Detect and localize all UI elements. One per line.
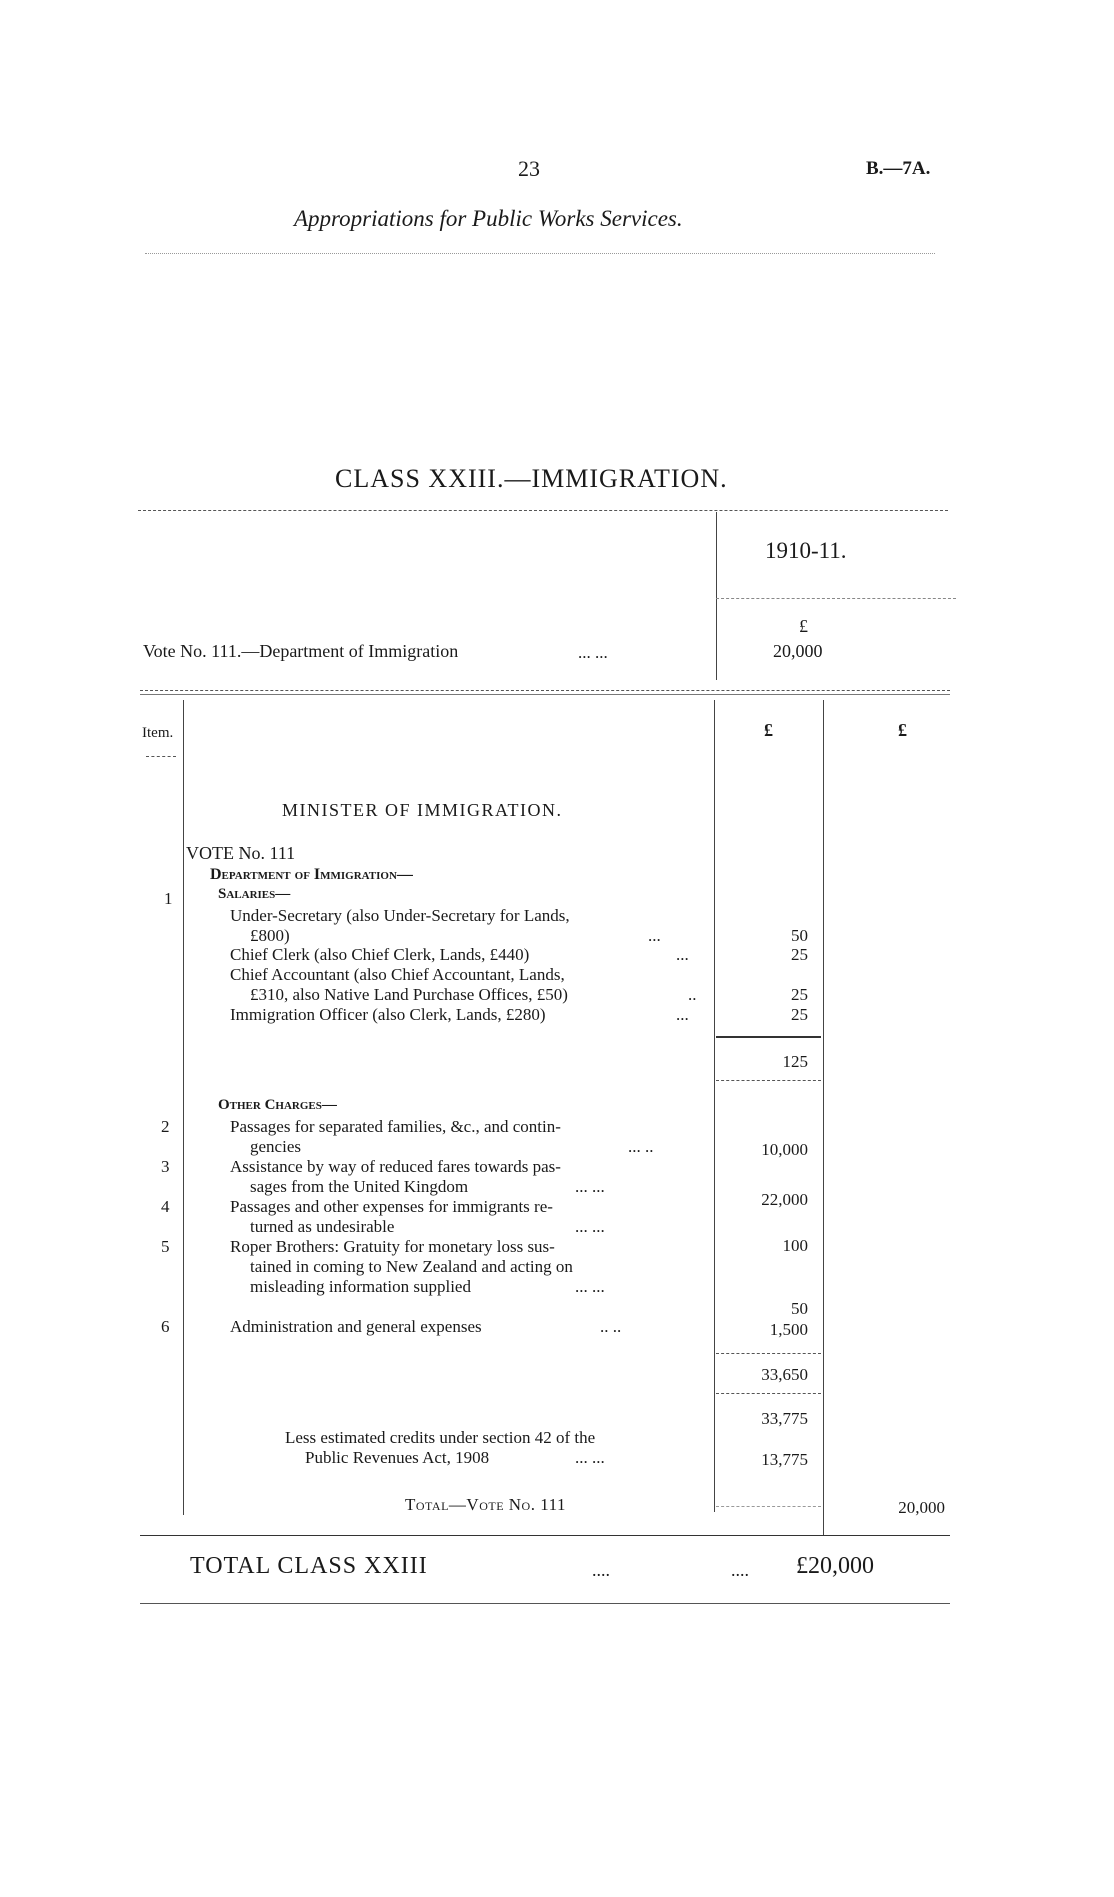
total-class-leader-2: .... (731, 1560, 749, 1580)
item-heading-rule (146, 756, 176, 757)
page-number: 23 (518, 156, 540, 181)
total-class-leader-1: .... (592, 1560, 610, 1580)
salary-line: Chief Accountant (also Chief Accountant, Lands, (230, 965, 565, 984)
charge-line: Passages for separated families, &c., and contin- (230, 1117, 561, 1136)
footer-bottom-rule (140, 1603, 950, 1604)
other-charges-heading: Other Charges— (218, 1097, 337, 1113)
charge-item-number: 2 (161, 1117, 170, 1136)
grand-subtotal: 33,775 (761, 1409, 808, 1428)
charge-line: Roper Brothers: Gratuity for monetary loss sus- (230, 1237, 555, 1256)
vote-summary-label: Vote No. 111.—Department of Immigration (143, 641, 459, 661)
charge-leader: ... ... (575, 1217, 605, 1236)
class-title-rule (138, 510, 948, 511)
salary-leader: ... (676, 1005, 689, 1024)
salary-line: Under-Secretary (also Under-Secretary for Lands, (230, 906, 570, 925)
total-class-amount: £20,000 (796, 1553, 874, 1579)
charge-line: Administration and general expenses (230, 1317, 482, 1336)
charge-item-number: 4 (161, 1197, 170, 1216)
charge-item-number: 5 (161, 1237, 170, 1256)
summary-column-rule (716, 512, 717, 680)
salaries-item-number: 1 (164, 889, 173, 908)
other-charges-total: 33,650 (761, 1365, 808, 1384)
salaries-total: 125 (782, 1052, 808, 1071)
charge-leader: ... ... (575, 1277, 605, 1296)
section-title: MINISTER OF IMMIGRATION. (282, 800, 563, 820)
salary-leader: ... (676, 945, 689, 964)
summary-bottom-rule-2 (140, 694, 950, 695)
summary-currency: £ (799, 616, 808, 636)
total-class-label: TOTAL CLASS XXIII (190, 1553, 428, 1579)
document-reference: B.—7A. (866, 158, 931, 179)
charge-amount: 1,500 (769, 1320, 808, 1339)
item-column-heading: Item. (142, 725, 174, 741)
other-charges-total-underline (716, 1393, 821, 1394)
charge-amount: 100 (782, 1236, 808, 1255)
department-heading: Department of Immigration— (210, 866, 413, 883)
header-rule (145, 253, 935, 254)
salary-amount: 25 (791, 945, 808, 964)
total-column-rule (823, 700, 824, 1535)
less-credits-line-cont: Public Revenues Act, 1908 (305, 1448, 490, 1467)
charge-line-cont: turned as undesirable (250, 1217, 395, 1236)
salaries-heading: Salaries— (218, 886, 291, 902)
salaries-total-rule (716, 1036, 821, 1038)
vote-total-amount: 20,000 (898, 1498, 945, 1517)
salaries-total-underline (716, 1080, 821, 1081)
summary-bottom-rule (140, 690, 950, 691)
footer-top-rule (140, 1535, 950, 1536)
salary-amount: 50 (791, 926, 808, 945)
charge-leader: .. .. (600, 1317, 622, 1336)
salary-line-cont: £800) (250, 926, 290, 945)
charge-leader: ... .. (628, 1137, 654, 1156)
year-underline (716, 598, 956, 599)
class-title: CLASS XXIII.—IMMIGRATION. (335, 464, 728, 493)
other-charges-total-rule (716, 1353, 821, 1354)
vote-total-label: Total—Vote No. 111 (405, 1495, 566, 1514)
salary-line-cont: £310, also Native Land Purchase Offices, £50) (250, 985, 568, 1004)
salary-leader: ... (648, 926, 661, 945)
running-title: Appropriations for Public Works Services. (294, 206, 683, 231)
charge-line-cont: misleading information supplied (250, 1277, 471, 1296)
salary-line: Immigration Officer (also Clerk, Lands, £280) (230, 1005, 546, 1024)
year-heading: 1910-11. (765, 538, 847, 563)
charge-line: Assistance by way of reduced fares towards pas- (230, 1157, 561, 1176)
charge-amount: 50 (791, 1299, 808, 1318)
less-credits-leader: ... ... (575, 1448, 605, 1467)
pound-column-heading-2: £ (898, 720, 907, 740)
pound-column-heading-1: £ (764, 720, 773, 740)
item-column-rule (183, 700, 184, 1515)
salary-amount: 25 (791, 1005, 808, 1024)
charge-line: Passages and other expenses for immigrants re- (230, 1197, 553, 1216)
salary-leader: .. (688, 985, 697, 1004)
vote-total-rule (716, 1506, 821, 1507)
vote-line: VOTE No. 111 (186, 843, 296, 863)
charge-line-cont: gencies (250, 1137, 301, 1156)
vote-summary-leader: ... ... (578, 643, 608, 662)
salary-line: Chief Clerk (also Chief Clerk, Lands, £440) (230, 945, 530, 964)
vote-summary-amount: 20,000 (773, 641, 823, 661)
less-credits-amount: 13,775 (761, 1450, 808, 1469)
charge-line-cont: sages from the United Kingdom (250, 1177, 469, 1196)
amount-column-rule (714, 700, 715, 1512)
charge-item-number: 6 (161, 1317, 170, 1336)
less-credits-line: Less estimated credits under section 42 of the (285, 1428, 596, 1447)
salary-amount: 25 (791, 985, 808, 1004)
charge-leader: ... ... (575, 1177, 605, 1196)
charge-line-cont: tained in coming to New Zealand and acting on (250, 1257, 573, 1276)
charge-item-number: 3 (161, 1157, 170, 1176)
charge-amount: 10,000 (761, 1140, 808, 1159)
charge-amount: 22,000 (761, 1190, 808, 1209)
